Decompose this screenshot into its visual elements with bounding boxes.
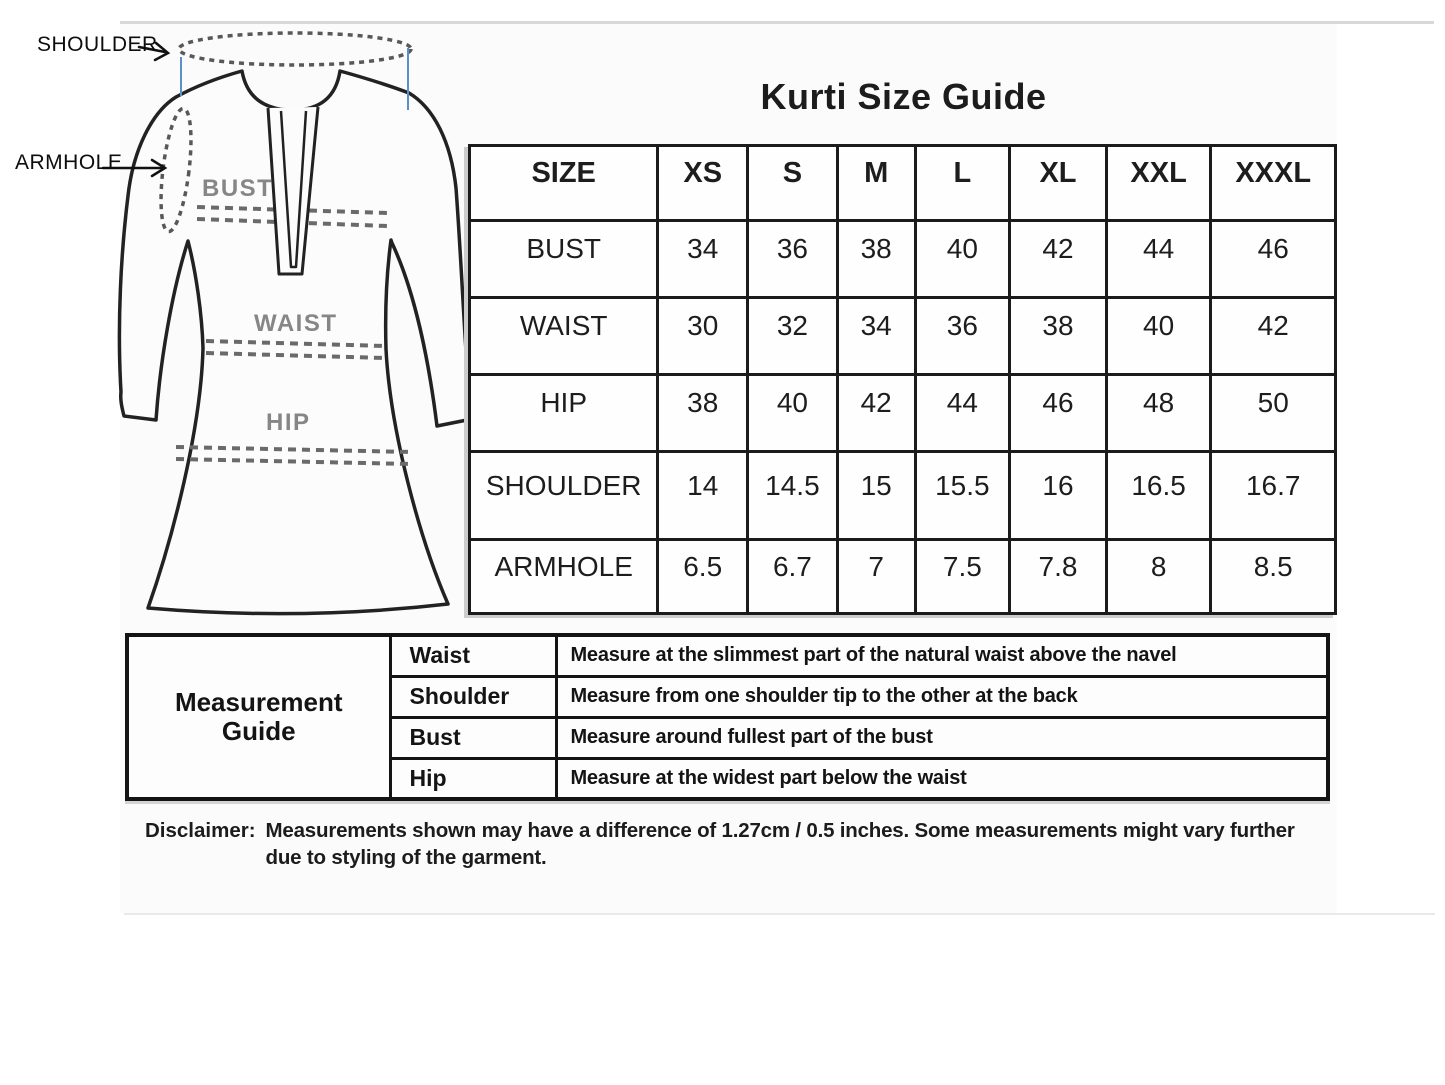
size-table-header-row [470, 146, 1336, 221]
cell-value: 40 [748, 375, 838, 452]
col-header-l: L [915, 146, 1010, 221]
measure-description: Measure from one shoulder tip to the other at the back [557, 676, 1328, 717]
col-header-xxl: XXL [1106, 146, 1211, 221]
shoulder-dotted-ellipse [179, 33, 411, 65]
disclaimer [145, 817, 1340, 871]
measurement-guide-header [127, 635, 390, 799]
cell-value: 36 [748, 221, 838, 298]
cell-value: 40 [1106, 298, 1211, 375]
col-header-xs: XS [658, 146, 748, 221]
measure-label: Hip [390, 758, 557, 799]
cell-value: 30 [658, 298, 748, 375]
row-label: BUST [470, 221, 658, 298]
cell-value: 16 [1010, 452, 1107, 540]
page-title: Kurti Size Guide [760, 76, 1047, 117]
cell-value: 34 [658, 221, 748, 298]
cell-value: 40 [915, 221, 1010, 298]
kurti-measurement-diagram [0, 0, 470, 645]
size-col-header: SIZE [470, 146, 658, 221]
disclaimer-label: Disclaimer: [145, 819, 256, 842]
cell-value: 16.5 [1106, 452, 1211, 540]
measure-description: Measure at the slimmest part of the natural waist above the navel [557, 635, 1328, 676]
col-header-xxxl: XXXL [1211, 146, 1336, 221]
size-table [468, 144, 1337, 615]
cell-value: 7.5 [915, 540, 1010, 614]
kurti-line-drawing [0, 0, 470, 645]
cell-value: 15.5 [915, 452, 1010, 540]
cell-value: 6.5 [658, 540, 748, 614]
cell-value: 42 [1010, 221, 1107, 298]
measure-label: Bust [390, 717, 557, 758]
cell-value: 36 [915, 298, 1010, 375]
cell-value: 15 [837, 452, 915, 540]
cell-value: 38 [837, 221, 915, 298]
row-label: ARMHOLE [470, 540, 658, 614]
size-table-container [468, 144, 1337, 612]
cell-value: 50 [1211, 375, 1336, 452]
table-row-shoulder [470, 452, 1336, 540]
waist-diagram-label: WAIST [254, 310, 338, 337]
cell-value: 32 [748, 298, 838, 375]
row-label: HIP [470, 375, 658, 452]
armhole-annotation-label: ARMHOLE [15, 151, 123, 174]
table-row-bust [470, 221, 1336, 298]
cell-value: 8 [1106, 540, 1211, 614]
cell-value: 14 [658, 452, 748, 540]
disclaimer-text: Measurements shown may have a difference of 1.27cm / 0.5 inches. Some measurements might vary further due to styling of the garment. [265, 819, 1295, 870]
cell-value: 38 [1010, 298, 1107, 375]
cell-value: 8.5 [1211, 540, 1336, 614]
cell-value: 48 [1106, 375, 1211, 452]
cell-value: 38 [658, 375, 748, 452]
bust-diagram-label: BUST [202, 175, 274, 202]
cell-value: 44 [915, 375, 1010, 452]
measurement-guide-container [125, 633, 1330, 800]
cell-value: 16.7 [1211, 452, 1336, 540]
cell-value: 46 [1010, 375, 1107, 452]
row-label: SHOULDER [470, 452, 658, 540]
measure-label: Shoulder [390, 676, 557, 717]
table-row-hip [470, 375, 1336, 452]
cell-value: 44 [1106, 221, 1211, 298]
cell-value: 7 [837, 540, 915, 614]
cell-value: 7.8 [1010, 540, 1107, 614]
measurement-guide-header-text: Measurement Guide [174, 687, 343, 746]
cell-value: 46 [1211, 221, 1336, 298]
table-row-armhole [470, 540, 1336, 614]
measurement-guide-table [125, 633, 1330, 801]
measure-row-waist [127, 635, 1328, 676]
col-header-m: M [837, 146, 915, 221]
measure-description: Measure at the widest part below the waist [557, 758, 1328, 799]
bottom-divider [124, 913, 1435, 915]
cell-value: 42 [1211, 298, 1336, 375]
hip-diagram-label: HIP [266, 409, 311, 436]
cell-value: 42 [837, 375, 915, 452]
row-label: WAIST [470, 298, 658, 375]
cell-value: 6.7 [748, 540, 838, 614]
table-row-waist [470, 298, 1336, 375]
cell-value: 14.5 [748, 452, 838, 540]
measure-description: Measure around fullest part of the bust [557, 717, 1328, 758]
shoulder-annotation-label: SHOULDER [37, 33, 158, 56]
col-header-xl: XL [1010, 146, 1107, 221]
cell-value: 34 [837, 298, 915, 375]
col-header-s: S [748, 146, 838, 221]
measure-label: Waist [390, 635, 557, 676]
